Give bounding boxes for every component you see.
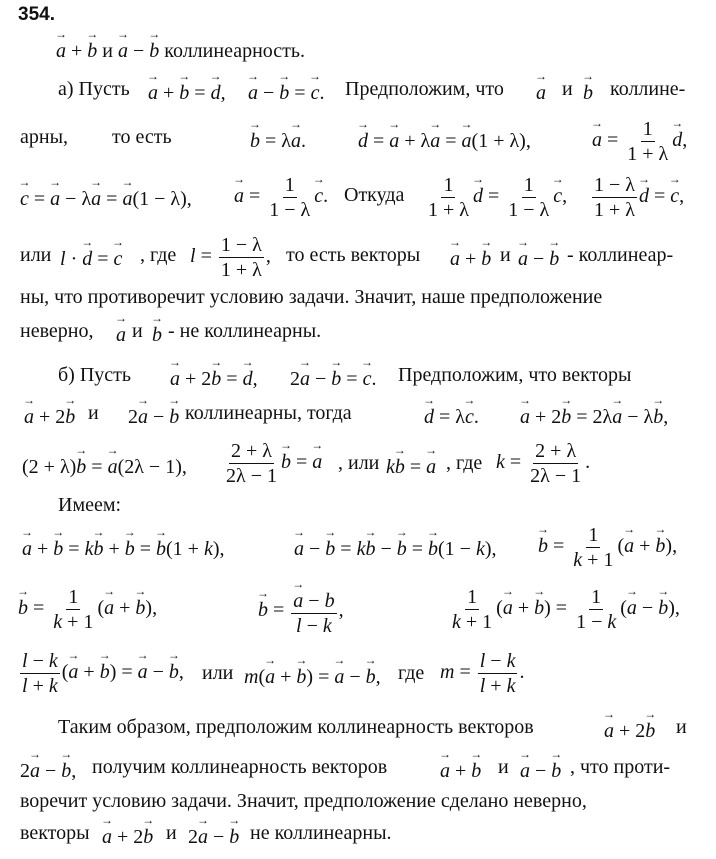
formula-equality-fractions: $\frac{1}{1 + \lambda}$ → d = $\frac{1}{1 - \lambda}$ → c, [424, 174, 567, 221]
formula-l-definition: l = $\frac{1 - \lambda}{1 + \lambda}$ , [190, 234, 271, 281]
formula-a-plus-2b-3: → a + 2→ b [102, 822, 153, 849]
or-word: или [202, 662, 234, 684]
formula-expansion-b: → a + 2→ b = 2λ→ a − λ→ b, [520, 402, 668, 429]
formula-fraction-b-eq-a: $\frac{2 + \lambda}{2\lambda - 1}$ → b = → a [222, 440, 322, 487]
formula-a-minus-b-2: → a − → b [520, 756, 561, 783]
formula-b-eq-fraction-2: → b = $\frac{1}{k + 1}$ (→ a + → b), [18, 586, 157, 633]
formula-a-plus-b-2: → a + → b [440, 756, 481, 783]
and-text: и [562, 78, 573, 100]
formula-2a-minus-b-eq-c: 2→ a − → b = → c. [290, 364, 376, 391]
where-text: , где [140, 244, 177, 266]
suppose-vectors: Предположим, что векторы [398, 364, 632, 386]
part-b-or: , или [338, 452, 380, 474]
formula-2a-minus-b-2: 2→ a − → b, [20, 756, 76, 783]
formula-a-eq-d-over-1-plus-lambda: → a = $\frac{1}{1 + \lambda}$ → d, [592, 118, 687, 165]
statement-formula: → a + → b и → a − → b коллинеарность. [56, 36, 305, 63]
then-is: то есть [112, 126, 172, 148]
conclusion-tail: не коллинеарны. [250, 822, 392, 844]
formula-a-plus-b-eq-d: → a + → b = → d, [148, 78, 226, 105]
and-text-4: и [88, 402, 99, 424]
part-b-label: б) Пусть [58, 364, 132, 386]
where-word: где [398, 662, 425, 684]
and-text-7: и [166, 822, 177, 844]
collinear-split-1: коллине- [610, 78, 686, 100]
wrong-text: неверно, [20, 320, 94, 342]
formula-m-eq: m(→ a + → b) = → a − → b, [244, 662, 381, 689]
formula-b-eq-fraction-1: → b = $\frac{1}{k + 1}$ (→ a + → b), [538, 524, 677, 571]
part-a-suppose: Предположим, что [345, 78, 504, 100]
conclusion-text-3: воречит условию задачи. Значит, предположение сделано неверно, [20, 790, 587, 812]
collinear-then: коллинеарны, тогда [185, 402, 352, 424]
formula-a-plus-b: → a + → b [450, 244, 491, 271]
and-text-3: и [132, 320, 143, 342]
not-collinear-text: - не коллинеарны. [168, 320, 322, 342]
formula-ratio-d-eq-c: $\frac{1 - \lambda}{1 + \lambda}$ → d = → c, [590, 174, 684, 221]
formula-a-eq-c-over-1-minus-lambda: → a = $\frac{1}{1 - \lambda}$ → c. [234, 174, 328, 221]
collinear-split-2: арны, [20, 126, 69, 148]
formula-m-definition: m = $\frac{l - k}{l + k}$ . [440, 650, 525, 697]
vector-a-2: → a [116, 320, 126, 347]
formula-a-minus-b-kb: → a − → b = k→ b − → b = → b(1 − k), [294, 534, 497, 561]
part-a-label: а) Пусть [58, 78, 130, 100]
formula-lambda-b: (2 + λ)→ b = → a(2λ − 1), [22, 452, 187, 479]
that-is-vectors: то есть векторы [286, 244, 421, 266]
formula-a-plus-b-kb: → a + → b = k→ b + → b = → b(1 + k), [22, 534, 225, 561]
formula-a-minus-b: → a − → b [518, 244, 559, 271]
formula-2a-minus-b-3: 2→ a − → b [188, 822, 239, 849]
formula-l-d-eq-c: l · → d = → c [60, 244, 122, 271]
formula-ratio-l-k: $\frac{l - k}{l + k}$ (→ a + → b) = → a − → b, [18, 650, 184, 697]
and-text-2: и [500, 244, 511, 266]
formula-a-plus-2b-2: → a + 2→ b [604, 716, 655, 743]
or-text: или [20, 244, 52, 266]
and-text-5: и [676, 716, 687, 738]
formula-kb-eq-a: k→ b = → a [386, 452, 436, 479]
formula-d-eq-lambda-c: → d = λ→ c. [424, 402, 479, 429]
formula-b-eq-lambda-a: → b = λ→ a. [250, 126, 306, 153]
vector-a: → a [536, 78, 546, 105]
vector-b: → b [583, 78, 593, 105]
part-b-where: , где [446, 452, 483, 474]
vector-b-2: → b [152, 320, 162, 347]
and-text-6: и [498, 756, 509, 778]
conclusion-vectors: векторы [20, 822, 90, 844]
problem-number: 354. [18, 4, 55, 25]
formula-a-minus-b-eq-c: → a − → b = → c. [248, 78, 324, 105]
whence-text: Откуда [344, 184, 405, 206]
formula-k-definition: k = $\frac{2 + \lambda}{2\lambda - 1}$ . [496, 440, 591, 487]
collinear-dash: - коллинеар- [567, 244, 674, 266]
have-text: Имеем: [58, 494, 122, 516]
formula-a-plus-2b: → a + 2→ b [24, 402, 75, 429]
formula-2a-minus-b: 2→ a − → b [128, 402, 179, 429]
conclusion-text-2: получим коллинеарность векторов [92, 756, 388, 778]
formula-d-expansion: → d = → a + λ→ a = → a(1 + λ), [358, 126, 531, 153]
conclusion-line2-tail: , что проти- [570, 756, 671, 778]
formula-a-plus-2b-eq-d: → a + 2→ b = → d, [170, 364, 258, 391]
conclusion-text-1: Таким образом, предположим коллинеарность векторов [58, 716, 534, 738]
formula-b-eq-fraction-3: → b = → $\frac{a - b}{l - k}$ , [258, 586, 344, 637]
contradiction-text: ны, что противоречит условию задачи. Значит, наше предположение [20, 286, 603, 308]
formula-c-expansion: → c = → a − λ→ a = → a(1 − λ), [20, 184, 192, 211]
formula-fractions-equal: $\frac{1}{k + 1}$ (→ a + → b) = $\frac{1}{1 - k}$ (→ a − → b), [448, 586, 680, 633]
